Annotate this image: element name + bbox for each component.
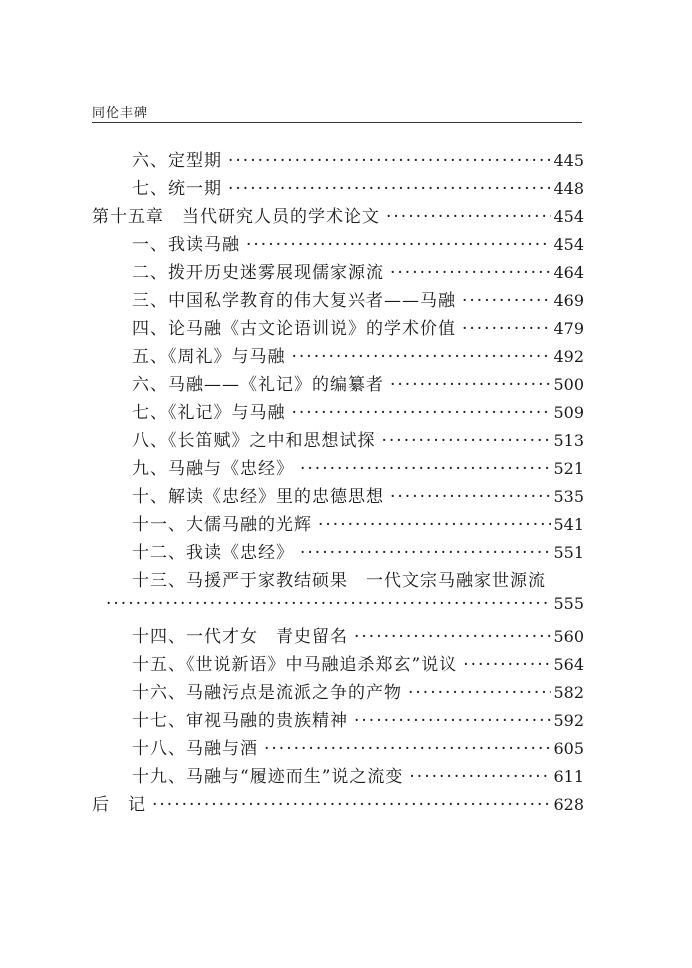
toc-entry-page: 448 [553,179,584,198]
toc-entry[interactable] [132,398,584,426]
toc-entry-title: 六、马融——《礼记》的编纂者 [132,375,384,395]
toc-entry-page: 564 [553,655,584,674]
leader-dots [318,515,551,535]
toc-entry-page: 464 [553,263,584,282]
toc-entry-title: 一、我读马融 [132,235,240,255]
leader-dots [390,487,551,507]
leader-dots [246,235,551,255]
leader-dots [463,655,551,675]
leader-dots [386,207,551,227]
toc-entry-page: 509 [553,403,584,422]
toc-entry-title: 六、定型期 [132,151,222,171]
toc-entry-title: 十八、马融与酒 [132,739,258,759]
leader-dots [390,375,551,395]
toc-entry-page: 469 [553,291,584,310]
toc-entry-page: 551 [553,543,584,562]
toc-entry[interactable] [132,174,584,202]
leader-dots [264,739,551,759]
toc-entry-continuation[interactable] [106,594,584,622]
toc-entry-page: 454 [553,207,584,226]
leader-dots [408,683,551,703]
leader-dots [228,179,551,199]
leader-dots [409,767,551,787]
toc-entry-page: 454 [553,235,584,254]
leader-dots [462,291,551,311]
toc-entry-page: 492 [553,347,584,366]
toc-entry-wrapped[interactable] [132,566,584,594]
toc-entry-title: 十六、马融污点是流派之争的产物 [132,683,402,703]
toc-entry-page: 445 [553,151,584,170]
toc-entry[interactable] [132,454,584,482]
toc-chapter-entry[interactable] [92,790,584,818]
toc-entry-page: 521 [553,459,584,478]
toc-entry[interactable] [132,286,584,314]
toc-entry[interactable] [132,146,584,174]
toc-entry-title: 十五、《世说新语》中马融追杀郑玄”说议 [132,655,458,675]
leader-dots [462,319,551,339]
toc-entry-page: 535 [553,487,584,506]
toc-entry-title: 七、《礼记》与马融 [132,403,286,423]
toc-entry[interactable] [132,258,584,286]
leader-dots [354,711,551,731]
toc-entry-page: 628 [553,795,584,814]
toc-entry-title: 第十五章 当代研究人员的学术论文 [92,207,380,227]
toc-entry-page: 611 [553,767,584,786]
toc-entry-page: 541 [553,515,584,534]
toc-entry-title: 四、论马融《古文论语训说》的学术价值 [132,319,456,339]
leader-dots [292,347,552,367]
toc-entry-page: 605 [553,739,584,758]
toc-entry[interactable] [132,314,584,342]
toc-entry-title: 十三、马援严于家教结硕果 一代文宗马融家世源流 [132,571,546,591]
toc-entry[interactable] [132,426,584,454]
toc-entry-title: 后 记 [92,795,146,815]
leader-dots [152,795,551,815]
toc-entry[interactable] [132,706,584,734]
toc-entry[interactable] [132,482,584,510]
toc-entry-page: 479 [553,319,584,338]
toc-entry[interactable] [132,650,584,678]
toc-entry-page: 555 [553,594,584,613]
toc-entry[interactable] [132,622,584,650]
toc-entry-title: 十七、审视马融的贵族精神 [132,711,348,731]
toc-entry-title: 十九、马融与“履迹而生”说之流变 [132,767,404,787]
toc-entry-title: 二、拨开历史迷雾展现儒家源流 [132,263,384,283]
leader-dots [106,594,551,614]
toc-entry[interactable] [132,734,584,762]
toc-entry-page: 500 [553,375,584,394]
toc-entry-title: 五、《周礼》与马融 [132,347,286,367]
toc-entry[interactable] [132,230,584,258]
toc-entry-title: 十、解读《忠经》里的忠德思想 [132,487,384,507]
toc-entry[interactable] [132,370,584,398]
leader-dots [228,151,551,171]
leader-dots [300,543,551,563]
toc-chapter-entry[interactable] [92,202,584,230]
toc-entry-page: 582 [553,683,584,702]
toc-entry-title: 十四、一代才女 青史留名 [132,627,348,647]
toc-entry-page: 513 [553,431,584,450]
toc-entry[interactable] [132,342,584,370]
leader-dots [300,459,551,479]
leader-dots [292,403,552,423]
toc-entry[interactable] [132,538,584,566]
leader-dots [390,263,551,283]
toc-entry-title: 十一、大儒马融的光辉 [132,515,312,535]
toc-entry-page: 592 [553,711,584,730]
toc-entry-title: 八、《长笛赋》之中和思想试探 [132,431,376,451]
toc-entry[interactable] [132,762,584,790]
running-title: 同伦丰碑 [92,106,149,121]
toc-entry[interactable] [132,678,584,706]
leader-dots [382,431,552,451]
toc-entry[interactable] [132,510,584,538]
running-header [92,100,582,123]
toc-entry-title: 七、统一期 [132,179,222,199]
toc-entry-page: 560 [553,627,584,646]
toc-entry-title: 十二、我读《忠经》 [132,543,294,563]
toc-entry-title: 九、马融与《忠经》 [132,459,294,479]
leader-dots [354,627,551,647]
toc-entry-title: 三、中国私学教育的伟大复兴者——马融 [132,291,456,311]
